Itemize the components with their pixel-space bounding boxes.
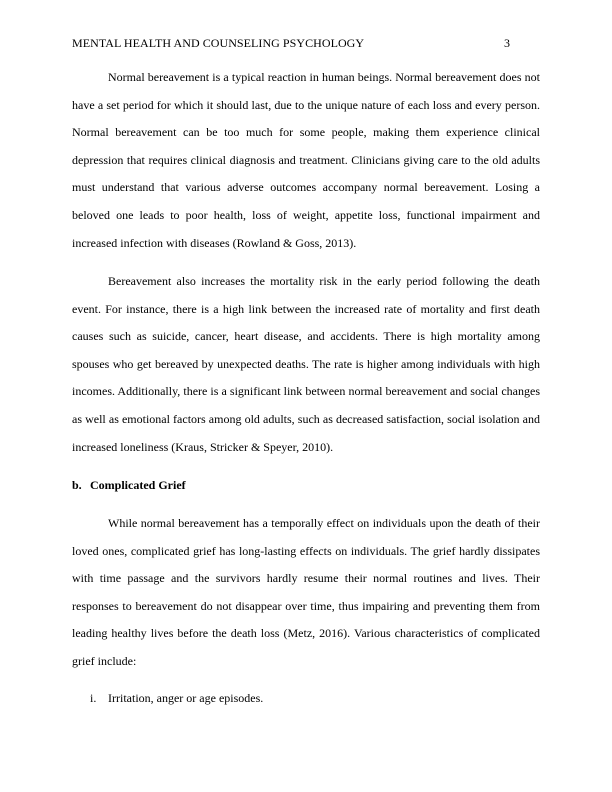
- running-head: MENTAL HEALTH AND COUNSELING PSYCHOLOGY: [72, 36, 365, 50]
- page-number: 3: [504, 36, 510, 50]
- section-heading: [72, 472, 186, 500]
- list-item: [72, 685, 263, 713]
- body-paragraph: Normal bereavement is a typical reaction in human beings. Normal bereavement does not have a set period for which it should last, due to the unique nature of each loss and every person. Normal bereavement can be too much for some people, making them experience clinical depression that requires clinical diagnosis and treatment. Clinicians giving care to the old adults must understand that various adverse outcomes accompany normal bereavement. Losing a beloved one leads to poor health, loss of weight, appetite loss, functional impairment and increased infection with diseases (Rowland & Goss, 2013).: [72, 70, 540, 250]
- heading-marker: b.: [72, 478, 82, 492]
- body-paragraph: Bereavement also increases the mortality risk in the early period following the death event. For instance, there is a high link between the increased rate of mortality and first death causes such as suicide, cancer, heart disease, and accidents. There is high mortality among spouses who get bereaved by unexpected deaths. The rate is higher among individuals with high incomes. Additionally, there is a significant link between normal bereavement and social changes as well as emotional factors among old adults, such as decreased satisfaction, social isolation and increased loneliness (Kraus, Stricker & Speyer, 2010).: [72, 274, 540, 454]
- list-marker: i.: [90, 691, 97, 705]
- body-paragraph: While normal bereavement has a temporally effect on individuals upon the death of their loved ones, complicated grief has long-lasting effects on individuals. The grief hardly dissipates with time passage and the survivors hardly resume their normal routines and lives. Their responses to bereavement do not disappear over time, thus impairing and preventing them from leading healthy lives before the death loss (Metz, 2016). Various characteristics of complicated grief include:: [72, 516, 540, 668]
- heading-title: Complicated Grief: [90, 478, 186, 492]
- list-item-text: Irritation, anger or age episodes.: [108, 691, 264, 705]
